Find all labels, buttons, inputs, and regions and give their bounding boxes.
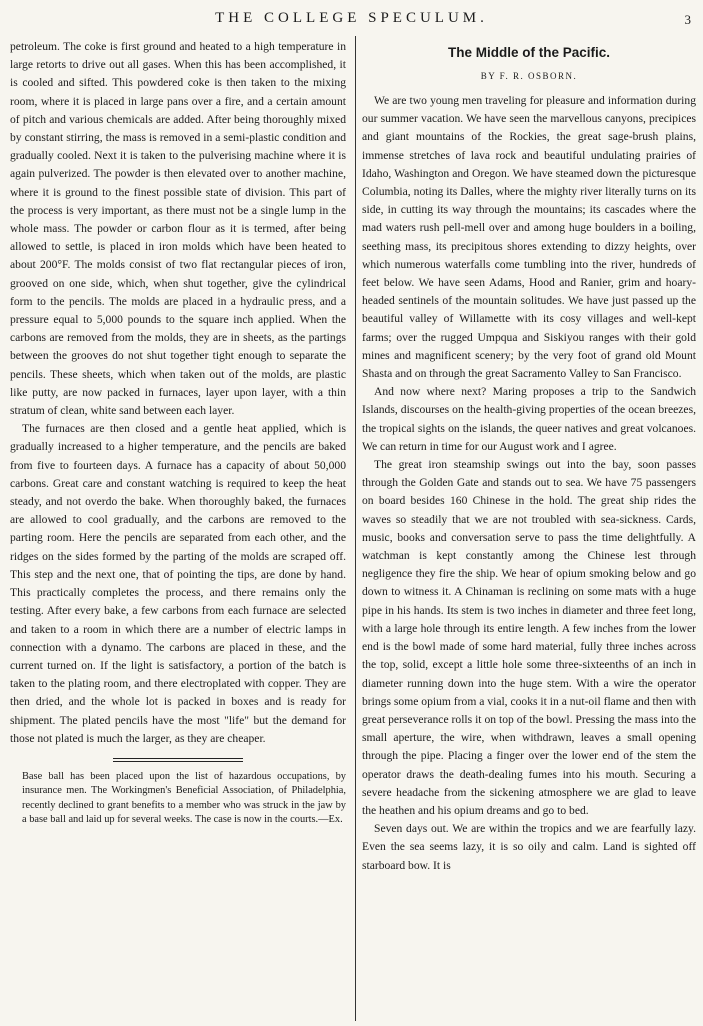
left-paragraph-1: petroleum. The coke is first ground and heated to a high temperature in large retorts to drive out all gases. When this has been accomplished, it is cooled and sifted. This powdered coke is then taken to the mixing room, where it is placed in large pans over a fire, and a certain amount of pitch and various chemicals are added. After being thoroughly mixed by constant stirring, the mass is removed in a semi-plastic condition and gradually cooled. Next it is taken to the pulverising machine where it is again pulverized. The powder is then elevated over to another machine, where it is ground to the finest possible state of division. This part of the process is very important, as there must not be a single lump in the whole mass. The powder or carbon flour as it is termed, after being allowed to settle, is placed in iron molds which have been heated to about 200°F. The molds consist of two flat rectangular pieces of iron, grooved on one side, which, when shut together, give the cylindrical form to the pencils. The molds are placed in a hydraulic press, and a pressure equal to 5,000 pounds to the square inch applied. When the carbons are removed from the molds, they are in sheets, as the partings between the grooves do not shut together tight enough to separate the pencils. These sheets, which when taken out of the molds, are plastic like putty, are now packed in furnaces, layer upon layer, with a thin stratum of clean, white sand between each layer. xyxy=(10,40,346,418)
right-paragraph-2: And now where next? Maring proposes a trip to the Sandwich Islands, discourses on the health-giving properties of the ocean breezes, the tropical sights on the islands, the queer natives and great volcanoes. We can return in time for our August work and I agree. xyxy=(362,385,696,453)
baseball-clipping: Base ball has been placed upon the list of hazardous occupations, by insurance men. The Workingmen's Beneficial Association, of Philadelphia, recently declined to grant benefits to a member who was struck in the jaw by a base ball and laid up for several weeks. The case is now in the courts.—Ex. xyxy=(22,770,346,826)
article-title: The Middle of the Pacific. xyxy=(447,45,611,60)
right-paragraph-4: Seven days out. We are within the tropics and we are fearfully lazy. Even the sea seems lazy, it is so oily and calm. Land is sighted off starboard bow. It is xyxy=(362,822,696,872)
page-number: 3 xyxy=(684,12,691,27)
right-column xyxy=(362,38,696,1023)
left-paragraph-2: The furnaces are then closed and a gentle heat applied, which is gradually increased to a higher temperature, and the pencils are baked from five to fourteen days. A furnace has a capacity of about 50,000 carbons. Great care and constant watching is required to keep the heat steady, and not overdo the bake. When thoroughly baked, the furnaces are allowed to cool gradually, and the carbons are removed to the parting room. Here the pencils are separated from each other, and the ridges on the sides formed by the parting of the molds are scraped off. This step and the next one, that of pointing the tips, are done by hand. This practically completes the process, and there remains only the testing. After every bake, a few carbons from each furnace are selected and taken to a room in which there are a number of electric lamps in connection with a dynamo. The carbons are placed in these, and the current turned on. If the light is satisfactory, a portion of the batch is taken to the plating room, and there electroplated with copper. They are then dried, and the whole lot is packed in boxes and is ready for shipment. The plated pencils have the most "life" but the demand for those not plated is much the larger, as they are cheaper. xyxy=(10,422,346,745)
publication-title: THE COLLEGE SPECULUM. xyxy=(215,10,488,26)
section-separator xyxy=(113,758,243,762)
right-paragraph-3: The great iron steamship swings out into the bay, soon passes through the Golden Gate and stands out to sea. We have 75 passengers on board besides 160 Chinese in the hold. The great ship rides the waves so steadily that we are not troubled with sea-sickness. Cards, music, books and conversation serve to pass the time delightfully. A watchman is kept constantly among the Chinese lest through negligence they fire the ship. We hear of opium smoking below and go down to witness it. A Chinaman is reclining on some mats with a huge pipe in his hands. Its stem is two inches in diameter and three feet long, with a large hole through its entire length. A few inches from the lower end is the bowl made of some hard material, fully three inches across the top, solid, except a little hole some three-sixteenths of an inch in diameter running down into the huge stem. With a wire the operator brings some opium from a vial, cooks it in a nut-oil flame and then with great perseverance rolls it on top of the bowl. Pressing the mass into the small aperture, the wire, when withdrawn, leaves a small opening through the pipe. Placing a finger over the lower end of the stem the operator draws the death-dealing fumes into his mouth. Securing a severe headache from the sickening atmosphere we are glad to leave the heathen and his opium dreams and go to bed. xyxy=(362,458,696,817)
article-byline: BY F. R. OSBORN. xyxy=(480,71,578,81)
column-divider xyxy=(355,36,356,1021)
right-paragraph-1: We are two young men traveling for pleasure and information during our summer vacation. We have seen the marvellous canyons, precipices and giant mountains of the Rockies, the great sage-brush plains, immense stretches of lava rock and beautiful undulating prairies of Idaho, Washington and Oregon. We have steamed down the picturesque Columbia, noting its Dalles, where the mighty river literally turns on its side, in cutting its way through the mountains; its cascades where the mad waters rush pell-mell over and among huge boulders in a boiling, seething mass, its precipitous shores extending to dizzy heights, over which numerous waterfalls come tumbling into the river, hundreds of feet below. We have seen Adams, Hood and Ranier, grim and hoary-headed sentinels of the mountain solitudes. We have just passed up the beautiful valley of Willamette with its cosy villages and well-kept farms; over the rugged Umpqua and Siskiyou ranges with their gold mines and magnificent scenery; by the very foot of grand old Mount Shasta and on through the great Sacramento Valley to San Francisco. xyxy=(362,94,696,381)
masthead xyxy=(0,8,703,34)
left-column xyxy=(10,38,346,1023)
